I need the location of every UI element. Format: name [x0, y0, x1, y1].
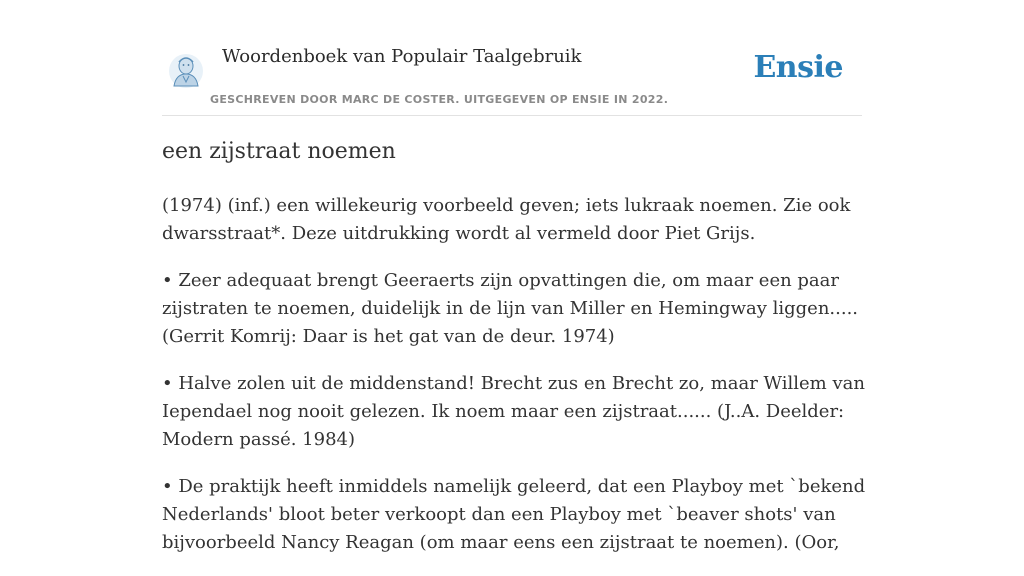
book-title[interactable]: Woordenboek van Populair Taalgebruik: [222, 46, 582, 67]
ensie-logo[interactable]: Ensie: [753, 50, 843, 85]
quote-item: • Zeer adequaat brengt Geeraerts zijn opvattingen die, om maar een paar zijstraten te noemen, duidelijk in de lijn van Miller en Hemingway liggen..... (Gerrit Komrij: Daar is het gat van de deur. 1974): [162, 270, 859, 347]
quote-item: • Halve zolen uit de middenstand! Brecht zus en Brecht zo, maar Willem van Iependael nog nooit gelezen. Ik noem maar een zijstraat...... (J..A. Deelder: Modern passé. 1984): [162, 373, 865, 450]
author-byline: GESCHREVEN DOOR MARC DE COSTER. UITGEGEVEN OP ENSIE IN 2022.: [210, 93, 669, 106]
author-portrait-icon: [168, 52, 204, 90]
quote-list: [162, 267, 866, 557]
page-header: [162, 36, 862, 116]
entry-body: [162, 192, 866, 576]
entry-definition: (1974) (inf.) een willekeurig voorbeeld geven; iets lukraak noemen. Zie ook dwarsstraat*. Deze uitdrukking wordt al vermeld door Piet Grijs.: [162, 195, 851, 244]
quote-item: • De praktijk heeft inmiddels namelijk geleerd, dat een Playboy met `bekend Nederlands' bloot beter verkoopt dan een Playboy met `beaver shots' van bijvoorbeeld Nancy Reagan (om maar eens een zijstraat te noemen). (Oor,: [162, 476, 866, 553]
entry-title: een zijstraat noemen: [162, 139, 396, 164]
